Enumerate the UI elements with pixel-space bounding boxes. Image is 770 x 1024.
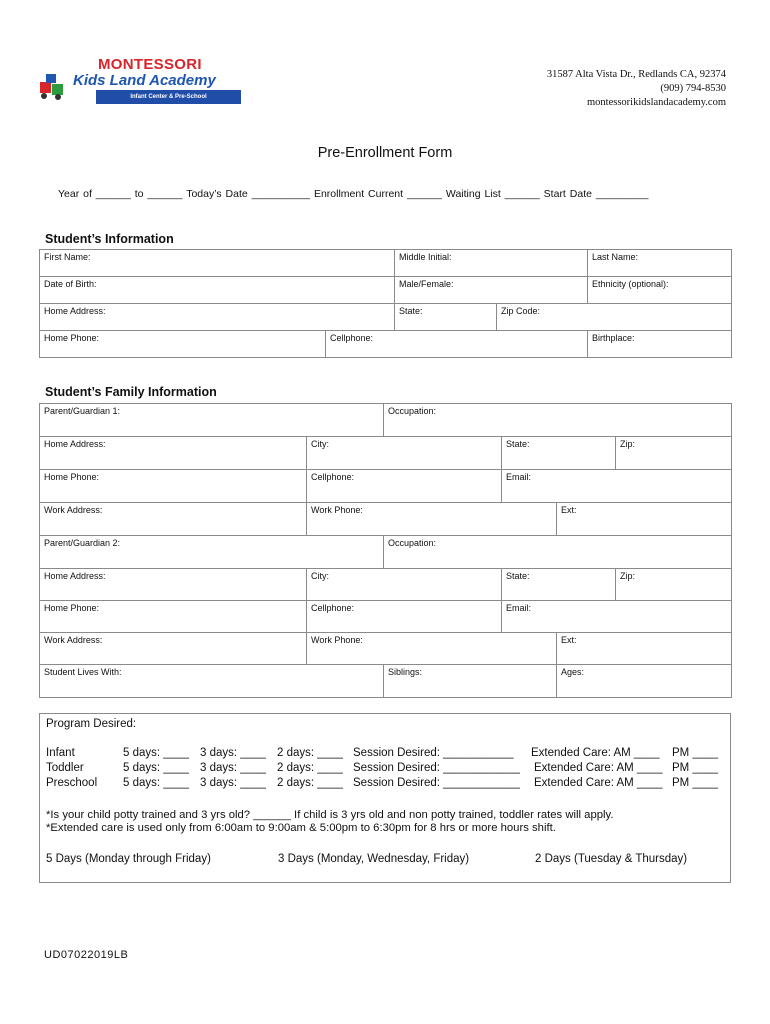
potty-trained-note[interactable]: *Is your child potty trained and 3 yrs old? ______ If child is 3 yrs old and non potty trained, toddler rates will apply. [46,809,614,821]
parent1-work-phone-field[interactable]: Work Phone: [307,503,557,536]
birthplace-field[interactable]: Birthplace: [588,331,732,358]
parent1-work-address-field[interactable]: Work Address: [40,503,307,536]
first-name-field[interactable]: First Name: [40,250,395,277]
parent2-city-field[interactable]: City: [307,569,502,601]
infant-5days[interactable]: 5 days: ____ [123,747,189,759]
parent2-state-field[interactable]: State: [502,569,616,601]
student-cellphone-field[interactable]: Cellphone: [326,331,588,358]
parent2-work-address-field[interactable]: Work Address: [40,633,307,665]
preschool-extended-pm[interactable]: PM ____ [672,777,719,789]
parent2-email-field[interactable]: Email: [502,601,732,633]
student-home-phone-field[interactable]: Home Phone: [40,331,326,358]
website-line: montessorikidslandacademy.com [587,97,726,108]
logo-subtitle: Kids Land Academy [73,72,216,89]
parent2-occupation-field[interactable]: Occupation: [384,536,732,569]
student-home-address-field[interactable]: Home Address: [40,304,395,331]
address-line: 31587 Alta Vista Dr., Redlands CA, 92374 [546,69,726,80]
parent2-home-address-field[interactable]: Home Address: [40,569,307,601]
siblings-field[interactable]: Siblings: [384,665,557,698]
toddler-5days[interactable]: 5 days: ____ [123,762,189,774]
five-days-schedule: 5 Days (Monday through Friday) [46,853,211,865]
parent1-state-field[interactable]: State: [502,437,616,470]
parent1-zip-field[interactable]: Zip: [616,437,732,470]
toddler-3days[interactable]: 3 days: ____ [200,762,266,774]
program-desired-box [39,713,731,883]
parent1-city-field[interactable]: City: [307,437,502,470]
form-code: UD07022019LB [44,949,129,961]
male-female-field[interactable]: Male/Female: [395,277,588,304]
family-info-heading: Student’s Family Information [45,385,217,399]
middle-initial-field[interactable]: Middle Initial: [395,250,588,277]
parent1-home-phone-field[interactable]: Home Phone: [40,470,307,503]
parent2-field[interactable]: Parent/Guardian 2: [40,536,384,569]
preschool-5days[interactable]: 5 days: ____ [123,777,189,789]
parent1-ext-field[interactable]: Ext: [557,503,732,536]
logo-title: MONTESSORI [98,56,202,73]
student-info-table [39,249,732,358]
parent2-zip-field[interactable]: Zip: [616,569,732,601]
ethnicity-field[interactable]: Ethnicity (optional): [588,277,732,304]
toy-blocks-icon [38,74,68,100]
last-name-field[interactable]: Last Name: [588,250,732,277]
enrollment-dates-line[interactable]: Year of ______ to ______ Today’s Date __________ Enrollment Current ______ Waiting List ______ Start Date _________ [58,188,649,200]
preschool-session[interactable]: Session Desired: ____________ [353,777,520,789]
parent1-cellphone-field[interactable]: Cellphone: [307,470,502,503]
preschool-label: Preschool [46,777,98,789]
preschool-extended-am[interactable]: Extended Care: AM ____ [534,777,663,789]
infant-3days[interactable]: 3 days: ____ [200,747,266,759]
phone-line: (909) 794-8530 [660,83,726,94]
toddler-label: Toddler [46,762,84,774]
parent2-work-phone-field[interactable]: Work Phone: [307,633,557,665]
ages-field[interactable]: Ages: [557,665,732,698]
parent2-home-phone-field[interactable]: Home Phone: [40,601,307,633]
toddler-2days[interactable]: 2 days: ____ [277,762,343,774]
parent1-field[interactable]: Parent/Guardian 1: [40,404,384,437]
student-lives-with-field[interactable]: Student Lives With: [40,665,384,698]
parent1-home-address-field[interactable]: Home Address: [40,437,307,470]
toddler-extended-pm[interactable]: PM ____ [672,762,719,774]
dob-field[interactable]: Date of Birth: [40,277,395,304]
parent2-cellphone-field[interactable]: Cellphone: [307,601,502,633]
family-info-table [39,403,732,698]
extended-care-note: *Extended care is used only from 6:00am to 9:00am & 5:00pm to 6:30pm for 8 hrs or more hours shift. [46,822,556,834]
preschool-2days[interactable]: 2 days: ____ [277,777,343,789]
logo-tagline: Infant Center & Pre-School [96,90,241,104]
student-zip-field[interactable]: Zip Code: [497,304,732,331]
form-title: Pre-Enrollment Form [317,145,453,161]
toddler-session[interactable]: Session Desired: ____________ [353,762,520,774]
two-days-schedule: 2 Days (Tuesday & Thursday) [535,853,688,865]
student-state-field[interactable]: State: [395,304,497,331]
infant-extended-pm[interactable]: PM ____ [672,747,719,759]
infant-2days[interactable]: 2 days: ____ [277,747,343,759]
infant-session[interactable]: Session Desired: ___________ [353,747,514,759]
parent1-email-field[interactable]: Email: [502,470,732,503]
student-info-heading: Student’s Information [45,232,174,246]
program-heading: Program Desired: [46,718,137,730]
three-days-schedule: 3 Days (Monday, Wednesday, Friday) [278,853,470,865]
school-address [547,68,726,110]
infant-label: Infant [46,747,75,759]
school-logo [38,56,228,108]
toddler-extended-am[interactable]: Extended Care: AM ____ [534,762,663,774]
preschool-3days[interactable]: 3 days: ____ [200,777,266,789]
parent2-ext-field[interactable]: Ext: [557,633,732,665]
infant-extended-am[interactable]: Extended Care: AM ____ [531,747,660,759]
parent1-occupation-field[interactable]: Occupation: [384,404,732,437]
